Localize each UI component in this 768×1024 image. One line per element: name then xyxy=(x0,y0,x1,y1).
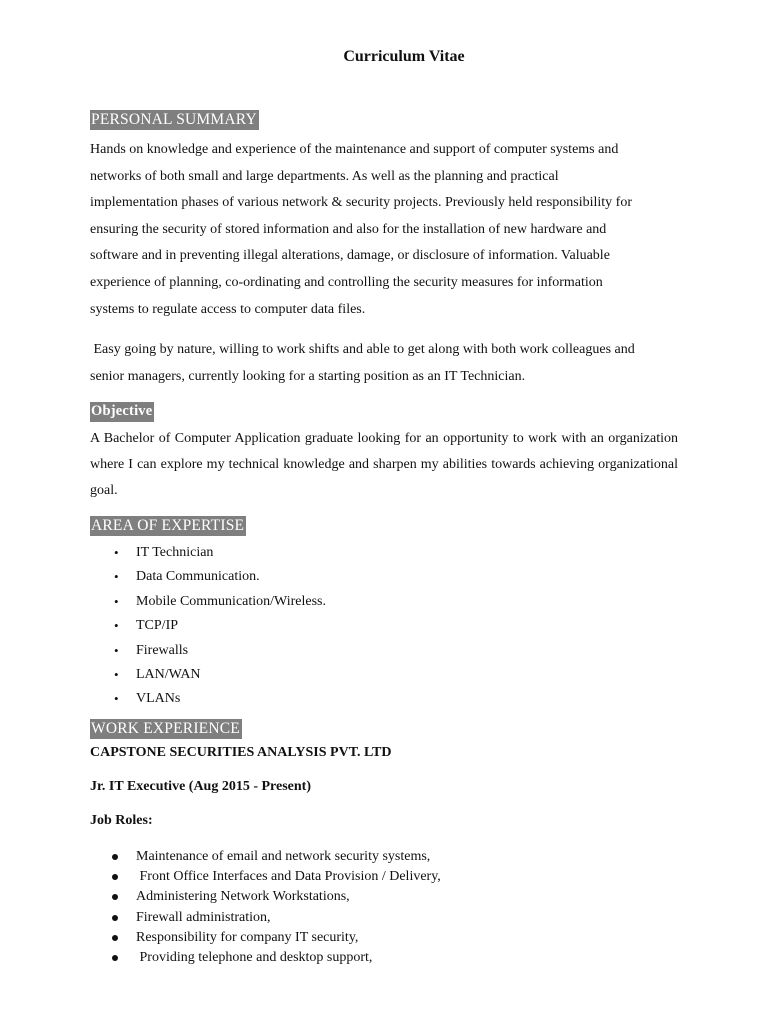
list-item xyxy=(90,565,326,589)
expertise-item-label: IT Technician xyxy=(136,545,214,560)
duty-label: Maintenance of email and network security systems, xyxy=(136,849,431,864)
list-item xyxy=(90,663,326,687)
bullet-icon xyxy=(112,935,118,941)
summary-line: experience of planning, co-ordinating and controlling the security measures for information xyxy=(90,274,603,290)
summary-line: systems to regulate access to computer data files. xyxy=(90,301,366,317)
expertise-list xyxy=(90,541,326,712)
expertise-item-label: Firewalls xyxy=(136,642,189,658)
list-item xyxy=(90,639,326,663)
bullet-icon: • xyxy=(114,569,119,585)
duty-label: Responsibility for company IT security, xyxy=(136,929,359,945)
job-roles-list xyxy=(90,847,441,968)
duty-label: Providing telephone and desktop support, xyxy=(136,949,373,965)
duty-label: Firewall administration, xyxy=(136,909,271,925)
list-item xyxy=(90,614,326,638)
personal-summary-paragraph-1 xyxy=(90,137,678,323)
bullet-icon xyxy=(112,894,118,900)
expertise-item-label: LAN/WAN xyxy=(136,666,201,682)
objective-text: A Bachelor of Computer Application graduate looking for an opportunity to work with an organization where I can explore my technical knowledge and sharpen my abilities towards achieving organizational goal. xyxy=(90,431,678,498)
summary-line: Easy going by nature, willing to work shifts and able to get along with both work colleagues and xyxy=(90,342,635,357)
summary-line: networks of both small and large departments. As well as the planning and practical xyxy=(90,168,559,184)
list-item xyxy=(90,590,326,614)
list-item xyxy=(90,887,441,907)
personal-summary-paragraph-2 xyxy=(90,337,678,390)
expertise-heading: AREA OF EXPERTISE xyxy=(91,517,245,534)
summary-line: ensuring the security of stored information and also for the installation of new hardware and xyxy=(90,221,607,237)
list-item xyxy=(90,948,441,968)
list-item xyxy=(90,867,441,887)
bullet-icon: • xyxy=(114,593,119,609)
bullet-icon xyxy=(112,915,118,921)
summary-line: senior managers, currently looking for a starting position as an IT Technician. xyxy=(90,368,526,384)
duty-label: Administering Network Workstations, xyxy=(136,889,350,905)
job-title: Jr. IT Executive (Aug 2015 - Present) xyxy=(90,779,311,794)
list-item xyxy=(90,541,326,565)
list-item xyxy=(90,908,441,928)
document-title: Curriculum Vitae xyxy=(343,48,465,65)
bullet-icon xyxy=(112,874,118,880)
job-roles-label: Job Roles: xyxy=(90,813,153,828)
work-experience-heading: WORK EXPERIENCE xyxy=(91,720,240,737)
expertise-item-label: Mobile Communication/Wireless. xyxy=(136,593,326,609)
company-name: CAPSTONE SECURITIES ANALYSIS PVT. LTD xyxy=(90,745,392,760)
duty-label: Front Office Interfaces and Data Provision / Delivery, xyxy=(136,869,441,885)
bullet-icon: • xyxy=(114,642,119,658)
objective-heading: Objective xyxy=(90,402,154,422)
bullet-icon xyxy=(112,955,118,961)
list-item xyxy=(90,687,326,711)
list-item xyxy=(90,928,441,948)
expertise-item-label: TCP/IP xyxy=(136,618,179,634)
expertise-item-label: VLANs xyxy=(136,691,181,707)
bullet-icon xyxy=(112,854,118,860)
summary-line: Hands on knowledge and experience of the maintenance and support of computer systems and xyxy=(90,142,619,157)
summary-line: software and in preventing illegal alterations, damage, or disclosure of information. Valuable xyxy=(90,248,610,264)
personal-summary-heading: PERSONAL SUMMARY xyxy=(91,111,257,128)
bullet-icon: • xyxy=(114,545,119,560)
list-item xyxy=(90,847,441,867)
bullet-icon: • xyxy=(114,691,119,707)
bullet-icon: • xyxy=(114,618,119,634)
summary-line: implementation phases of various network & security projects. Previously held responsibility for xyxy=(90,195,633,211)
bullet-icon: • xyxy=(114,666,119,682)
expertise-item-label: Data Communication. xyxy=(136,569,260,585)
